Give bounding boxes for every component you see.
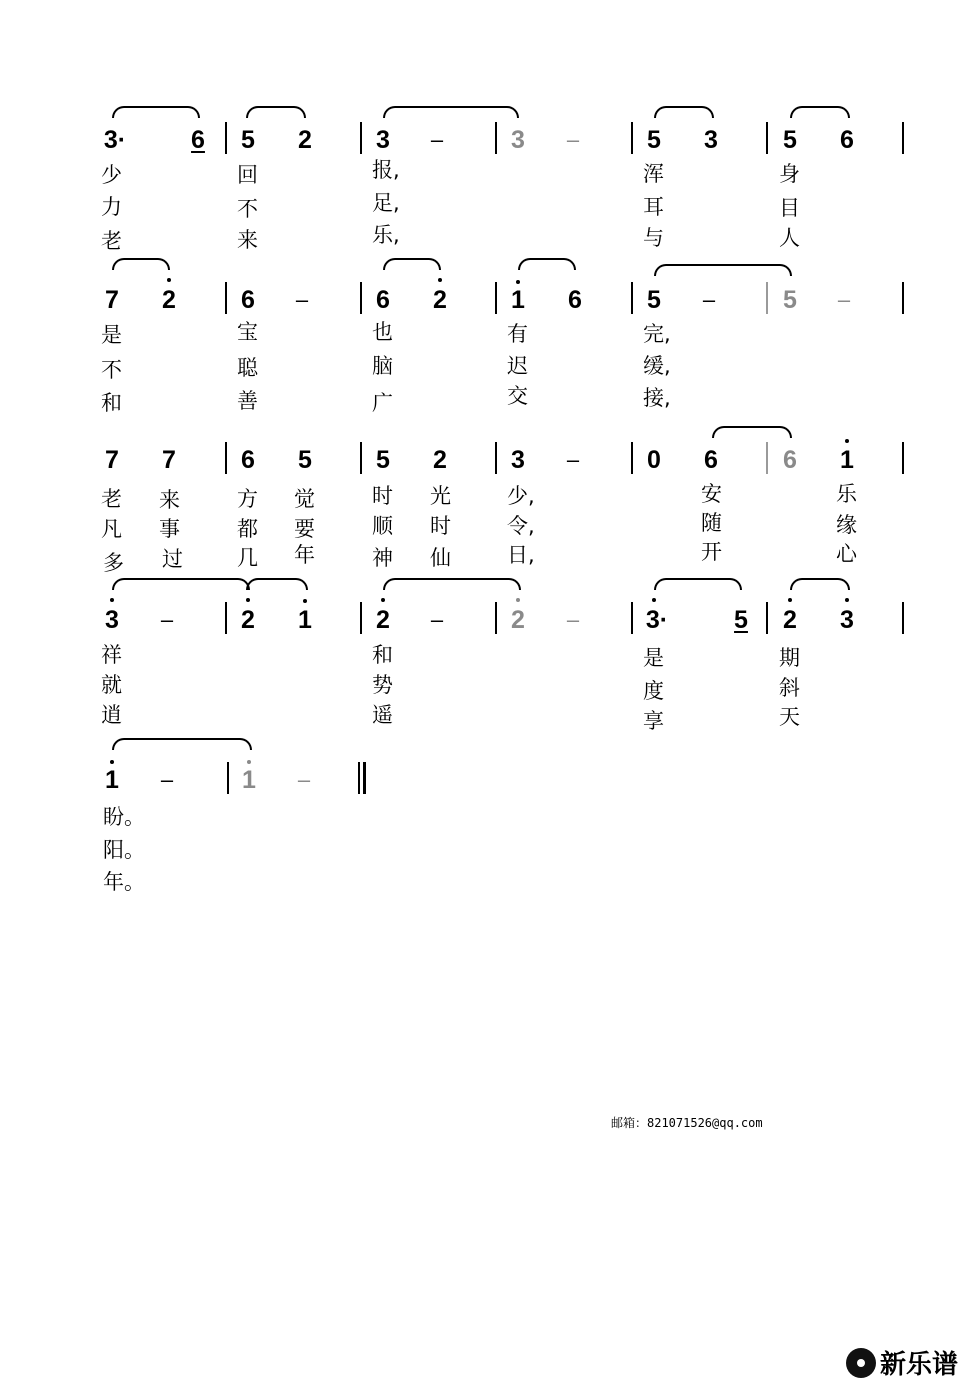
- bar-line: [631, 442, 633, 474]
- high-octave-dot: [438, 278, 442, 282]
- lyric: 斜: [779, 676, 800, 700]
- note: 6: [568, 286, 582, 314]
- note: 5: [734, 606, 748, 634]
- high-octave-dot: [516, 280, 520, 284]
- slur: [712, 426, 792, 438]
- slur: [654, 578, 742, 590]
- note: 2: [433, 446, 447, 474]
- high-octave-dot: [167, 278, 171, 282]
- record-disc-icon: [846, 1348, 876, 1378]
- sustain-dash: –: [430, 607, 444, 632]
- bar-line: [227, 762, 229, 794]
- lyric: 缘: [836, 513, 857, 537]
- lyric: 力: [101, 195, 122, 219]
- note: 3·: [103, 126, 127, 154]
- sustain-dash: –: [566, 127, 580, 152]
- lyric: 事: [159, 517, 180, 541]
- bar-line: [902, 122, 904, 154]
- lyric: 时: [372, 484, 393, 508]
- lyric: 和: [101, 391, 122, 415]
- lyric: 乐: [836, 482, 857, 506]
- bar-line: [766, 602, 768, 634]
- bar-line: [225, 122, 227, 154]
- note: 7: [105, 446, 119, 474]
- lyric: 善: [237, 389, 258, 413]
- lyric: 年: [294, 543, 315, 567]
- slur: [246, 578, 308, 590]
- lyric: 老: [101, 487, 122, 511]
- bar-line: [631, 602, 633, 634]
- lyric: 完,: [643, 322, 671, 346]
- lyric: 方: [237, 487, 258, 511]
- lyric: 过: [162, 547, 183, 571]
- lyric: 阳。: [103, 838, 145, 862]
- slur: [790, 578, 850, 590]
- note: 7: [162, 446, 176, 474]
- lyric: 少: [101, 163, 122, 187]
- note: 6: [376, 286, 390, 314]
- high-octave-dot: [788, 598, 792, 602]
- note: 5: [783, 126, 797, 154]
- note: 2: [162, 286, 176, 314]
- slur: [654, 106, 714, 118]
- note: 6: [704, 446, 718, 474]
- contact-email: 邮箱：821071526@qq.com: [611, 1116, 763, 1130]
- slur: [654, 264, 792, 276]
- note: 6: [191, 126, 205, 154]
- note: 5: [298, 446, 312, 474]
- lyric: 与: [643, 226, 664, 250]
- logo-text: 新乐谱: [880, 1350, 959, 1380]
- note: 3: [511, 126, 525, 154]
- bar-line: [495, 602, 497, 634]
- lyric: 身: [779, 162, 800, 186]
- lyric: 缓,: [643, 354, 671, 378]
- lyric: 祥: [101, 643, 122, 667]
- sustain-dash: –: [297, 767, 311, 792]
- lyric: 开: [701, 540, 722, 564]
- site-logo[interactable]: [846, 1344, 958, 1381]
- lyric: 聪: [237, 356, 258, 380]
- sustain-dash: –: [837, 287, 851, 312]
- lyric: 乐,: [372, 223, 400, 247]
- bar-line: [902, 282, 904, 314]
- lyric: 仙: [430, 546, 451, 570]
- note: 5: [647, 126, 661, 154]
- bar-line: [766, 122, 768, 154]
- high-octave-dot: [845, 439, 849, 443]
- bar-line: [495, 442, 497, 474]
- slur: [383, 258, 441, 270]
- lyric: 就: [101, 673, 122, 697]
- slur: [112, 738, 252, 750]
- bar-line: [902, 442, 904, 474]
- lyric: 是: [101, 323, 122, 347]
- note: 6: [783, 446, 797, 474]
- lyric: 足,: [372, 191, 400, 215]
- note: 5: [376, 446, 390, 474]
- lyric: 宝: [237, 320, 258, 344]
- slur: [790, 106, 850, 118]
- note: 6: [241, 286, 255, 314]
- high-octave-dot: [516, 598, 520, 602]
- lyric: 交: [507, 384, 528, 408]
- lyric: 盼。: [103, 805, 145, 829]
- note: 2: [783, 606, 797, 634]
- slur: [518, 258, 576, 270]
- note: 1: [840, 446, 854, 474]
- note: 3: [704, 126, 718, 154]
- sustain-dash: –: [160, 607, 174, 632]
- bar-line: [495, 282, 497, 314]
- bar-line: [902, 602, 904, 634]
- bar-line: [360, 442, 362, 474]
- bar-line: [631, 122, 633, 154]
- high-octave-dot: [652, 598, 656, 602]
- lyric: 浑: [643, 162, 664, 186]
- high-octave-dot: [381, 598, 385, 602]
- lyric: 多: [103, 551, 124, 575]
- lyric: 神: [372, 546, 393, 570]
- slur: [112, 578, 250, 590]
- note: 1: [298, 606, 312, 634]
- bar-line: [766, 442, 768, 474]
- lyric: 来: [159, 488, 180, 512]
- lyric: 享: [643, 709, 664, 733]
- lyric: 目: [779, 196, 800, 220]
- lyric: 心: [836, 542, 857, 566]
- lyric: 顺: [372, 514, 393, 538]
- slur: [383, 106, 519, 118]
- final-bar-thick: [363, 762, 366, 794]
- note: 1: [511, 286, 525, 314]
- note: 2: [376, 606, 390, 634]
- sustain-dash: –: [160, 767, 174, 792]
- lyric: 有: [507, 322, 528, 346]
- lyric: 广: [372, 391, 393, 415]
- lyric: 人: [779, 226, 800, 250]
- note: 3: [840, 606, 854, 634]
- note: 1: [105, 766, 119, 794]
- high-octave-dot: [110, 598, 114, 602]
- high-octave-dot: [845, 598, 849, 602]
- note: 5: [241, 126, 255, 154]
- bar-line: [225, 442, 227, 474]
- lyric: 令,: [507, 514, 535, 538]
- lyric: 接,: [643, 386, 671, 410]
- note: 5: [783, 286, 797, 314]
- lyric: 回: [237, 163, 258, 187]
- bar-line: [766, 282, 768, 314]
- slur: [112, 106, 200, 118]
- lyric: 随: [701, 511, 722, 535]
- bar-line: [360, 602, 362, 634]
- note: 2: [241, 606, 255, 634]
- lyric: 遥: [372, 703, 393, 727]
- slur: [383, 578, 521, 590]
- bar-line: [225, 602, 227, 634]
- lyric: 安: [701, 482, 722, 506]
- bar-line: [631, 282, 633, 314]
- lyric: 凡: [101, 517, 122, 541]
- lyric: 要: [294, 517, 315, 541]
- high-octave-dot: [247, 760, 251, 764]
- sustain-dash: –: [702, 287, 716, 312]
- note: 2: [298, 126, 312, 154]
- lyric: 和: [372, 643, 393, 667]
- sustain-dash: –: [566, 447, 580, 472]
- lyric: 势: [372, 673, 393, 697]
- lyric: 光: [430, 484, 451, 508]
- high-octave-dot: [303, 599, 307, 603]
- lyric: 也: [372, 320, 393, 344]
- bar-line: [360, 282, 362, 314]
- lyric: 报,: [372, 158, 400, 182]
- lyric: 不: [101, 358, 122, 382]
- lyric: 觉: [294, 487, 315, 511]
- final-bar-thin: [358, 762, 360, 794]
- note: 1: [242, 766, 256, 794]
- lyric: 不: [237, 197, 258, 221]
- lyric: 迟: [507, 354, 528, 378]
- lyric: 期: [779, 646, 800, 670]
- sustain-dash: –: [295, 287, 309, 312]
- note: 7: [105, 286, 119, 314]
- lyric: 天: [779, 705, 800, 729]
- slur: [112, 258, 170, 270]
- bar-line: [360, 122, 362, 154]
- lyric: 都: [237, 517, 258, 541]
- lyric: 度: [643, 679, 664, 703]
- note: 0: [647, 446, 661, 474]
- lyric: 耳: [643, 195, 664, 219]
- lyric: 老: [101, 229, 122, 253]
- lyric: 时: [430, 514, 451, 538]
- high-octave-dot: [110, 760, 114, 764]
- lyric: 年。: [103, 870, 145, 894]
- note: 3: [376, 126, 390, 154]
- lyric: 脑: [372, 354, 393, 378]
- note: 6: [840, 126, 854, 154]
- note: 3: [511, 446, 525, 474]
- lyric: 来: [237, 228, 258, 252]
- note: 2: [433, 286, 447, 314]
- bar-line: [225, 282, 227, 314]
- note: 6: [241, 446, 255, 474]
- lyric: 是: [643, 646, 664, 670]
- note: 3: [105, 606, 119, 634]
- note: 5: [647, 286, 661, 314]
- lyric: 日,: [507, 543, 535, 567]
- lyric: 少,: [507, 484, 535, 508]
- bar-line: [495, 122, 497, 154]
- sustain-dash: –: [566, 607, 580, 632]
- sustain-dash: –: [430, 127, 444, 152]
- note: 3·: [645, 606, 669, 634]
- lyric: 逍: [101, 703, 122, 727]
- lyric: 几: [237, 546, 258, 570]
- slur: [246, 106, 306, 118]
- note: 2: [511, 606, 525, 634]
- high-octave-dot: [246, 598, 250, 602]
